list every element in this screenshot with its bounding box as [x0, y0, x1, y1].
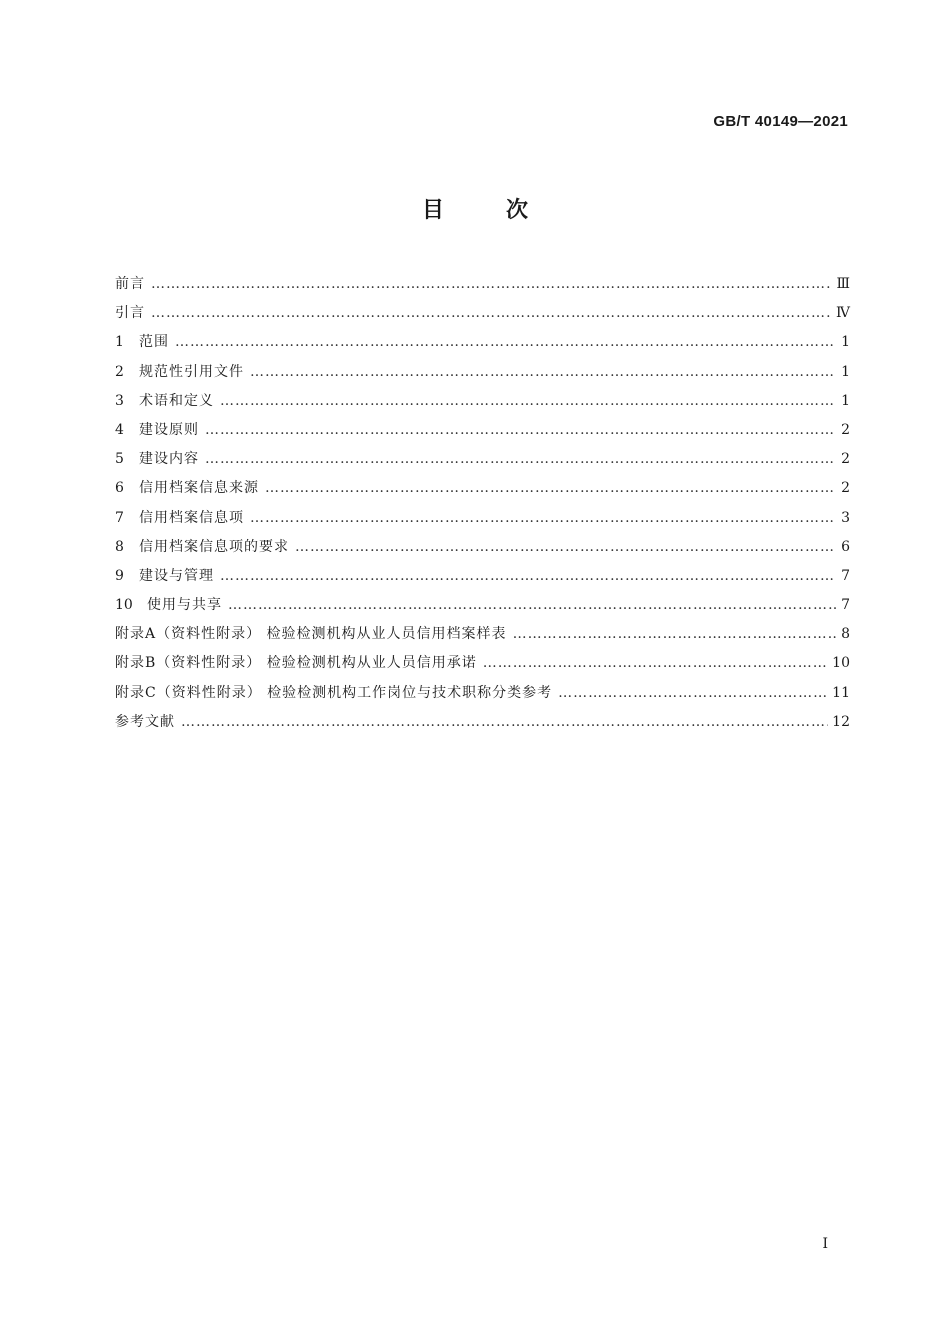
toc-leader-dots [250, 358, 836, 387]
toc-entry-number: 8 [115, 538, 124, 555]
toc-leader-dots [228, 591, 836, 620]
toc-leader-dots [483, 649, 828, 678]
toc-leader-dots [220, 562, 836, 591]
toc-entry-page: 8 [841, 626, 850, 643]
toc-leader-dots [151, 270, 832, 299]
toc-entry-page: 2 [841, 451, 850, 468]
toc-entry-introduction[interactable] [115, 299, 850, 328]
toc-entry-number: 5 [115, 451, 124, 468]
toc-entry-9[interactable] [115, 562, 850, 591]
toc-entry-label: 引言 [115, 305, 145, 322]
toc-entry-number: 7 [115, 509, 124, 526]
toc-leader-dots [205, 445, 836, 474]
toc-entry-10[interactable] [115, 591, 850, 620]
toc-entry-page: 6 [841, 538, 850, 555]
toc-entry-page: Ⅲ [836, 276, 850, 292]
toc-entry-label: 建设与管理 [139, 567, 214, 584]
toc-entry-page: 11 [832, 684, 850, 701]
toc-entry-label: 附录C（资料性附录） 检验检测机构工作岗位与技术职称分类参考 [115, 684, 553, 701]
toc-leader-dots [513, 620, 836, 649]
toc-leader-dots [265, 474, 836, 503]
toc-entry-label: 范围 [139, 334, 169, 351]
toc-entry-number: 6 [115, 480, 124, 497]
toc-entry-label: 前言 [115, 276, 145, 292]
toc-title: 目次 [421, 198, 590, 223]
toc-entry-4[interactable] [115, 416, 850, 445]
toc-entry-2[interactable] [115, 358, 850, 387]
toc-entry-page: 1 [841, 392, 850, 409]
toc-entry-bibliography[interactable] [115, 708, 850, 737]
toc-entry-appendix-a[interactable] [115, 620, 850, 649]
toc-entry-page: 1 [841, 363, 850, 380]
toc-entry-foreword[interactable] [115, 270, 850, 299]
toc-entry-label: 信用档案信息项 [139, 509, 244, 526]
toc-entry-8[interactable] [115, 533, 850, 562]
toc-leader-dots [558, 679, 828, 708]
toc-entry-label: 使用与共享 [147, 597, 222, 614]
toc-entry-number: 4 [115, 421, 124, 438]
toc-entry-label: 建设内容 [139, 451, 199, 468]
toc-entry-7[interactable] [115, 504, 850, 533]
toc-entry-label: 附录B（资料性附录） 检验检测机构从业人员信用承诺 [115, 655, 477, 672]
toc-entry-page: 7 [841, 597, 850, 614]
toc-entry-label: 信用档案信息来源 [139, 480, 259, 497]
toc-leader-dots [181, 708, 828, 737]
toc-leader-dots [205, 416, 836, 445]
standard-code: GB/T 40149—2021 [713, 113, 848, 130]
toc-entry-page: 7 [841, 567, 850, 584]
toc-entry-6[interactable] [115, 474, 850, 503]
toc-entry-label: 规范性引用文件 [139, 363, 244, 380]
toc-entry-appendix-b[interactable] [115, 649, 850, 678]
toc-list [115, 270, 850, 737]
toc-entry-page: 3 [841, 509, 850, 526]
toc-entry-page: 12 [832, 713, 850, 730]
toc-entry-page: Ⅳ [836, 305, 850, 322]
toc-entry-number: 9 [115, 567, 124, 584]
toc-entry-number: 3 [115, 392, 124, 409]
toc-entry-label: 信用档案信息项的要求 [139, 538, 289, 555]
toc-entry-5[interactable] [115, 445, 850, 474]
toc-entry-page: 1 [841, 334, 850, 351]
toc-entry-page: 2 [841, 421, 850, 438]
toc-leader-dots [151, 299, 832, 328]
toc-entry-label: 附录A（资料性附录） 检验检测机构从业人员信用档案样表 [115, 626, 507, 643]
toc-entry-number: 10 [115, 597, 133, 614]
page-number: I [822, 1236, 828, 1252]
toc-entry-number: 2 [115, 363, 124, 380]
toc-leader-dots [220, 387, 836, 416]
toc-entry-appendix-c[interactable] [115, 679, 850, 708]
toc-entry-page: 2 [841, 480, 850, 497]
toc-entry-label: 参考文献 [115, 713, 175, 730]
toc-leader-dots [175, 328, 836, 357]
toc-leader-dots [295, 533, 836, 562]
toc-entry-page: 10 [832, 655, 850, 672]
toc-entry-label: 术语和定义 [139, 392, 214, 409]
toc-entry-1[interactable] [115, 328, 850, 357]
toc-entry-label: 建设原则 [139, 421, 199, 438]
toc-leader-dots [250, 504, 836, 533]
toc-entry-3[interactable] [115, 387, 850, 416]
toc-entry-number: 1 [115, 334, 124, 351]
